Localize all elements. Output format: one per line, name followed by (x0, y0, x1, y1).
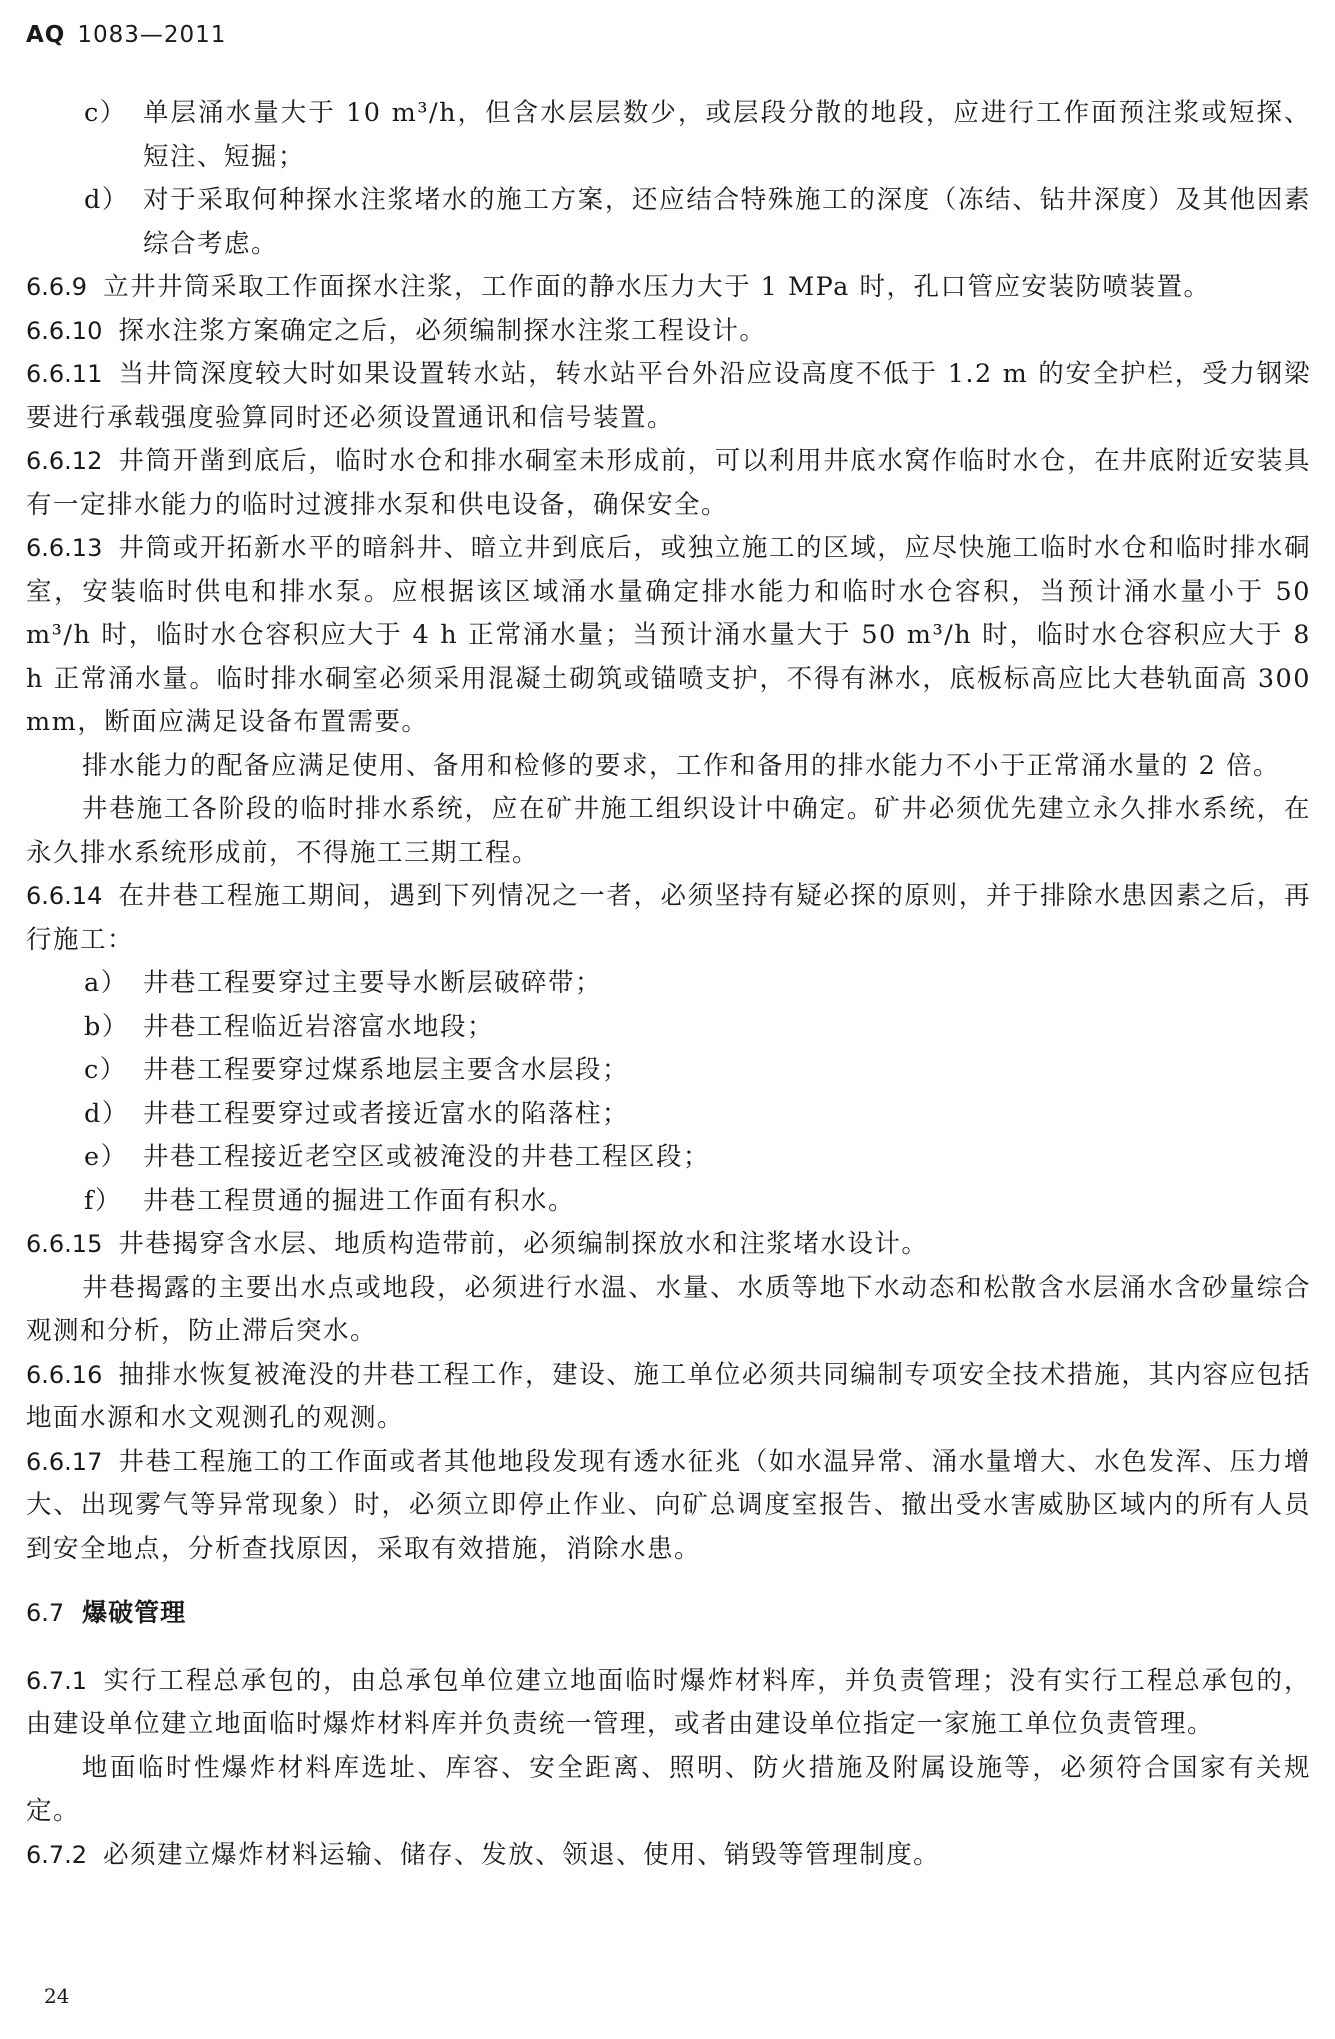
list-item-label: b） (84, 1011, 129, 1042)
clause-text: 井筒开凿到底后，临时水仓和排水硐室未形成前，可以利用井底水窝作临时水仓，在井底附近安装具有一定排水能力的临时过渡排水泵和供电设备，确保安全。 (26, 446, 1311, 520)
paragraph: 排水能力的配备应满足使用、备用和检修的要求，工作和备用的排水能力不小于正常涌水量的 2 倍。 (82, 750, 1280, 781)
clause-6-7-1 (26, 1660, 1311, 1747)
section-number: 6.7 (26, 1599, 65, 1627)
clause-6-6-16 (26, 1354, 1311, 1441)
list-item-text: 井巷工程要穿过煤系地层主要含水层段； (143, 1055, 630, 1085)
clause-number: 6.6.13 (26, 534, 103, 562)
list-item (26, 1136, 1311, 1180)
page-number: 24 (44, 1984, 70, 2008)
paragraph: 井巷施工各阶段的临时排水系统，应在矿井施工组织设计中确定。矿井必须优先建立永久排水系统，在永久排水系统形成前，不得施工三期工程。 (26, 794, 1311, 868)
list-item-text: 单层涌水量大于 10 m³/h，但含水层层数少，或层段分散的地段，应进行工作面预注浆或短探、短注、短掘； (143, 98, 1311, 172)
list-item (26, 1049, 1311, 1093)
list-item (26, 179, 1311, 266)
clause-6-6-14 (26, 875, 1311, 962)
clause-6-6-12 (26, 440, 1311, 527)
clause-number: 6.6.15 (26, 1230, 103, 1258)
clause-text: 必须建立爆炸材料运输、储存、发放、领退、使用、销毁等管理制度。 (103, 1839, 941, 1870)
standard-number: 1083—2011 (77, 22, 227, 48)
list-item (26, 962, 1311, 1006)
clause-text: 井筒或开拓新水平的暗斜井、暗立井到底后，或独立施工的区域，应尽快施工临时水仓和临时排水硐室，安装临时供电和排水泵。应根据该区域涌水量确定排水能力和临时水仓容积，当预计涌水量小于 50 m³/h 时，临时水仓容积应大于 4 h 正常涌水量；当预计涌水量大于 50 m³/h 时，临时水仓容积应大于 8 h 正常涌水量。临时排水硐室必须采用混凝土砌筑或锚喷支护，不得有淋水，底板标高应比大巷轨面高 300 mm，断面应满足设备布置需要。 (26, 533, 1311, 737)
clause-number: 6.6.10 (26, 316, 103, 345)
section-heading (26, 1591, 1311, 1636)
clause-text: 实行工程总承包的，由总承包单位建立地面临时爆炸材料库，并负责管理；没有实行工程总承包的，由建设单位建立地面临时爆炸材料库并负责统一管理，或者由建设单位指定一家施工单位负责管理。 (26, 1665, 1311, 1739)
clause-number: 6.6.11 (26, 360, 103, 388)
clause-6-6-10 (26, 310, 1311, 354)
clause-number: 6.6.12 (26, 447, 103, 475)
list-item-label: c） (84, 98, 127, 128)
list-item-text: 井巷工程接近老空区或被淹没的井巷工程区段； (143, 1142, 711, 1172)
clause-text: 井巷揭穿含水层、地质构造带前，必须编制探放水和注浆堵水设计。 (118, 1229, 929, 1259)
list-item (26, 1180, 1311, 1224)
clause-number: 6.6.14 (26, 882, 103, 910)
clause-number: 6.6.9 (26, 273, 88, 301)
clause-6-6-17 (26, 1441, 1311, 1572)
document-body (26, 92, 1311, 1877)
list-item (26, 1093, 1311, 1137)
list-item (26, 92, 1311, 179)
list-item-text: 井巷工程临近岩溶富水地段； (143, 1011, 495, 1042)
list-item-label: a） (84, 968, 128, 998)
list-item-label: e） (84, 1142, 128, 1172)
clause-text: 井巷工程施工的工作面或者其他地段发现有透水征兆（如水温异常、涌水量增大、水色发浑、压力增大、出现雾气等异常现象）时，必须立即停止作业、向矿总调度室报告、撤出受水害威胁区域内的所有人员到安全地点，分析查找原因，采取有效措施，消除水患。 (26, 1446, 1311, 1564)
clause-6-6-13 (26, 527, 1311, 745)
clause-text: 立井井筒采取工作面探水注浆，工作面的静水压力大于 1 MPa 时，孔口管应安装防喷装置。 (103, 272, 1211, 302)
clause-text: 抽排水恢复被淹没的井巷工程工作，建设、施工单位必须共同编制专项安全技术措施，其内容应包括地面水源和水文观测孔的观测。 (26, 1359, 1311, 1433)
list-item-text: 井巷工程要穿过或者接近富水的陷落柱； (143, 1098, 630, 1129)
clause-text: 在井巷工程施工期间，遇到下列情况之一者，必须坚持有疑必探的原则，并于排除水患因素之后，再行施工： (26, 881, 1311, 955)
standard-code: AQ (26, 22, 66, 48)
document-header (26, 22, 226, 48)
clause-text: 当井筒深度较大时如果设置转水站，转水站平台外沿应设高度不低于 1.2 m 的安全护栏，受力钢梁要进行承载强度验算同时还必须设置通讯和信号装置。 (26, 359, 1311, 433)
list-item-label: c） (84, 1055, 127, 1085)
list-item-text: 井巷工程贯通的掘进工作面有积水。 (143, 1185, 576, 1216)
clause-number: 6.7.1 (26, 1666, 88, 1695)
clause-6-6-15 (26, 1223, 1311, 1267)
clause-6-6-11 (26, 353, 1311, 440)
list-item-text: 对于采取何种探水注浆堵水的施工方案，还应结合特殊施工的深度（冻结、钻井深度）及其他因素综合考虑。 (143, 185, 1311, 259)
list-item-label: d） (84, 185, 129, 215)
clause-text: 探水注浆方案确定之后，必须编制探水注浆工程设计。 (118, 315, 767, 346)
list-item-text: 井巷工程要穿过主要导水断层破碎带； (143, 968, 603, 998)
paragraph: 井巷揭露的主要出水点或地段，必须进行水温、水量、水质等地下水动态和松散含水层涌水含砂量综合观测和分析，防止滞后突水。 (26, 1272, 1311, 1346)
section-title: 爆破管理 (82, 1598, 187, 1627)
paragraph: 地面临时性爆炸材料库选址、库容、安全距离、照明、防火措施及附属设施等，必须符合国家有关规定。 (26, 1752, 1311, 1826)
list-item-label: d） (84, 1098, 129, 1129)
clause-6-6-9 (26, 266, 1311, 310)
clause-number: 6.6.16 (26, 1360, 103, 1389)
clause-number: 6.7.2 (26, 1840, 88, 1869)
clause-6-7-2 (26, 1834, 1311, 1878)
list-item (26, 1006, 1311, 1050)
list-item-label: f） (84, 1185, 122, 1216)
clause-number: 6.6.17 (26, 1447, 103, 1476)
